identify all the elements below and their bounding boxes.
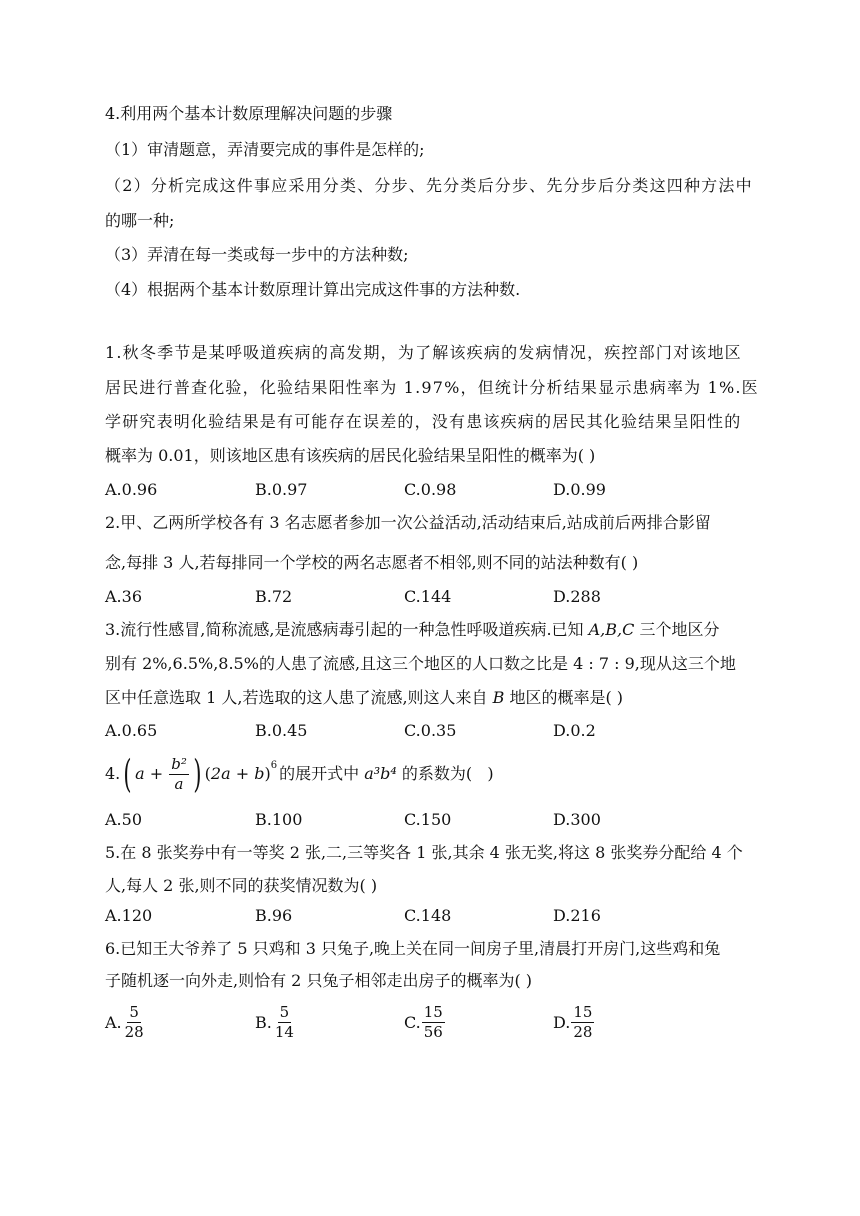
q1-option-a: A.0.96	[105, 480, 158, 499]
q5-line-2: 人,每人 2 张,则不同的获奖情况数为( )	[105, 876, 378, 895]
q4-term-a: a	[135, 764, 145, 783]
q4-option-c: C.150	[404, 810, 452, 829]
q3-line-1-text-b: 三个地区分	[634, 620, 720, 639]
q6-option-a-fraction	[123, 1005, 146, 1040]
q4-fraction	[169, 754, 189, 793]
q1-line-2: 居民进行普查化验，化验结果阳性率为 1.97%，但统计分析结果显示患病率为 1%.医	[105, 378, 759, 397]
step-1: （1）审清题意，弄清要完成的事件是怎样的;	[105, 140, 425, 159]
q1-option-b: B.0.97	[255, 480, 308, 499]
q3-line-2-text-a: 别有 2%,6.5%,8.5%的人患了流感,且这三个地区的人口数之比是	[105, 654, 574, 673]
q1-line-3: 学研究表明化验结果是有可能存在误差的，没有患该疾病的居民其化验结果呈阳性的	[105, 412, 742, 431]
q4-binomial: 2a + b	[210, 764, 265, 783]
q3-option-b: B.0.45	[255, 721, 308, 740]
q2-option-a: A.36	[105, 587, 142, 606]
q4-binomial-close: )	[264, 764, 271, 783]
q6-option-a	[105, 1005, 147, 1040]
q4-fraction-numerator: b²	[171, 754, 187, 773]
q3-line-2	[105, 654, 736, 674]
step-2: （2）分析完成这件事应采用分类、分步、先分类后分步、先分步后分类这四种方法中	[105, 176, 753, 195]
q4-suffix: 的系数为( )	[396, 764, 494, 783]
q3-line-3-var: B	[492, 688, 505, 707]
q4-left-paren: (	[123, 752, 132, 796]
q6-option-d-fraction	[571, 1005, 594, 1040]
q1-line-4: 概率为 0.01，则该地区患有该疾病的居民化验结果呈阳性的概率为( )	[105, 446, 596, 465]
q6-option-b	[255, 1005, 297, 1040]
q6-option-d-label: D.	[553, 1012, 571, 1032]
q5-option-c: C.148	[404, 906, 452, 925]
q3-line-3	[105, 688, 623, 708]
step-3: （3）弄清在每一类或每一步中的方法种数;	[105, 245, 409, 264]
q4-target-term: a³b⁴	[364, 764, 397, 783]
q4-mid-text: 的展开式中	[279, 764, 365, 783]
q6-option-d-denominator: 28	[573, 1023, 593, 1041]
q6-line-1: 6.已知王大爷养了 5 只鸡和 3 只兔子,晚上关在同一间房子里,清晨打开房门,这些鸡和兔	[105, 939, 721, 958]
q5-option-b: B.96	[255, 906, 293, 925]
q4-right-paren: )	[193, 752, 202, 796]
q1-line-1: 1.秋冬季节是某呼吸道疾病的高发期，为了解该疾病的发病情况，疾控部门对该地区	[105, 343, 742, 362]
q6-option-a-denominator: 28	[124, 1023, 144, 1041]
q3-line-3-text-b: 地区的概率是( )	[504, 688, 624, 707]
q6-option-a-numerator: 5	[129, 1003, 139, 1021]
q4-power: 6	[270, 760, 278, 771]
q6-line-2: 子随机逐一向外走,则恰有 2 只兔子相邻走出房子的概率为( )	[105, 971, 533, 990]
q5-option-d: D.216	[553, 906, 601, 925]
q6-option-c-numerator: 15	[423, 1003, 443, 1021]
q2-option-d: D.288	[553, 587, 601, 606]
q5-line-1: 5.在 8 张奖券中有一等奖 2 张,二,三等奖各 1 张,其余 4 张无奖,将这 8 张奖券分配给 4 个	[105, 843, 743, 862]
q3-option-d: D.0.2	[553, 721, 596, 740]
q6-option-c	[404, 1005, 446, 1040]
q2-option-c: C.144	[404, 587, 452, 606]
q3-ratio: 4 : 7 : 9	[573, 654, 635, 673]
step-4: （4）根据两个基本计数原理计算出完成这件事的方法种数.	[105, 280, 521, 299]
q3-line-2-text-b: ,现从这三个地	[634, 654, 736, 673]
q1-option-c: C.0.98	[404, 480, 457, 499]
q4-option-b: B.100	[255, 810, 303, 829]
q6-option-b-denominator: 14	[274, 1023, 294, 1041]
q4-fraction-denominator: a	[174, 774, 184, 793]
q6-option-c-label: C.	[404, 1012, 421, 1032]
q4-option-a: A.50	[105, 810, 142, 829]
q5-option-a: A.120	[105, 906, 153, 925]
q6-option-d	[553, 1005, 595, 1040]
step-2-cont: 的哪一种;	[105, 211, 175, 230]
q3-line-1-text-a: 3.流行性感冒,简称流感,是流感病毒引起的一种急性呼吸道疾病.已知	[105, 620, 589, 639]
q1-option-d: D.0.99	[553, 480, 606, 499]
q3-line-1-vars: A,B,C	[588, 620, 635, 639]
q4-line	[105, 752, 494, 796]
q6-option-b-fraction	[273, 1005, 296, 1040]
q4-binomial-open: (	[204, 764, 211, 783]
q4-prefix: 4.	[105, 764, 121, 783]
q6-option-b-numerator: 5	[279, 1003, 290, 1021]
q6-option-b-label: B.	[255, 1012, 272, 1032]
q2-line-1: 2.甲、乙两所学校各有 3 名志愿者参加一次公益活动,活动结束后,站成前后两排合影留	[105, 513, 711, 532]
q2-line-2: 念,每排 3 人,若每排同一个学校的两名志愿者不相邻,则不同的站法种数有( )	[105, 553, 639, 572]
q3-line-1	[105, 620, 719, 640]
q6-option-d-numerator: 15	[573, 1003, 593, 1021]
steps-title: 4.利用两个基本计数原理解决问题的步骤	[105, 104, 393, 123]
q3-line-3-text-a: 区中任意选取 1 人,若选取的这人患了流感,则这人来自	[105, 688, 493, 707]
q3-option-a: A.0.65	[105, 721, 158, 740]
q3-option-c: C.0.35	[404, 721, 457, 740]
q2-option-b: B.72	[255, 587, 293, 606]
q4-plus: +	[144, 764, 169, 783]
q6-option-c-fraction	[422, 1005, 445, 1040]
q6-option-a-label: A.	[105, 1012, 122, 1032]
q4-option-d: D.300	[553, 810, 601, 829]
q6-option-c-denominator: 56	[423, 1023, 443, 1041]
